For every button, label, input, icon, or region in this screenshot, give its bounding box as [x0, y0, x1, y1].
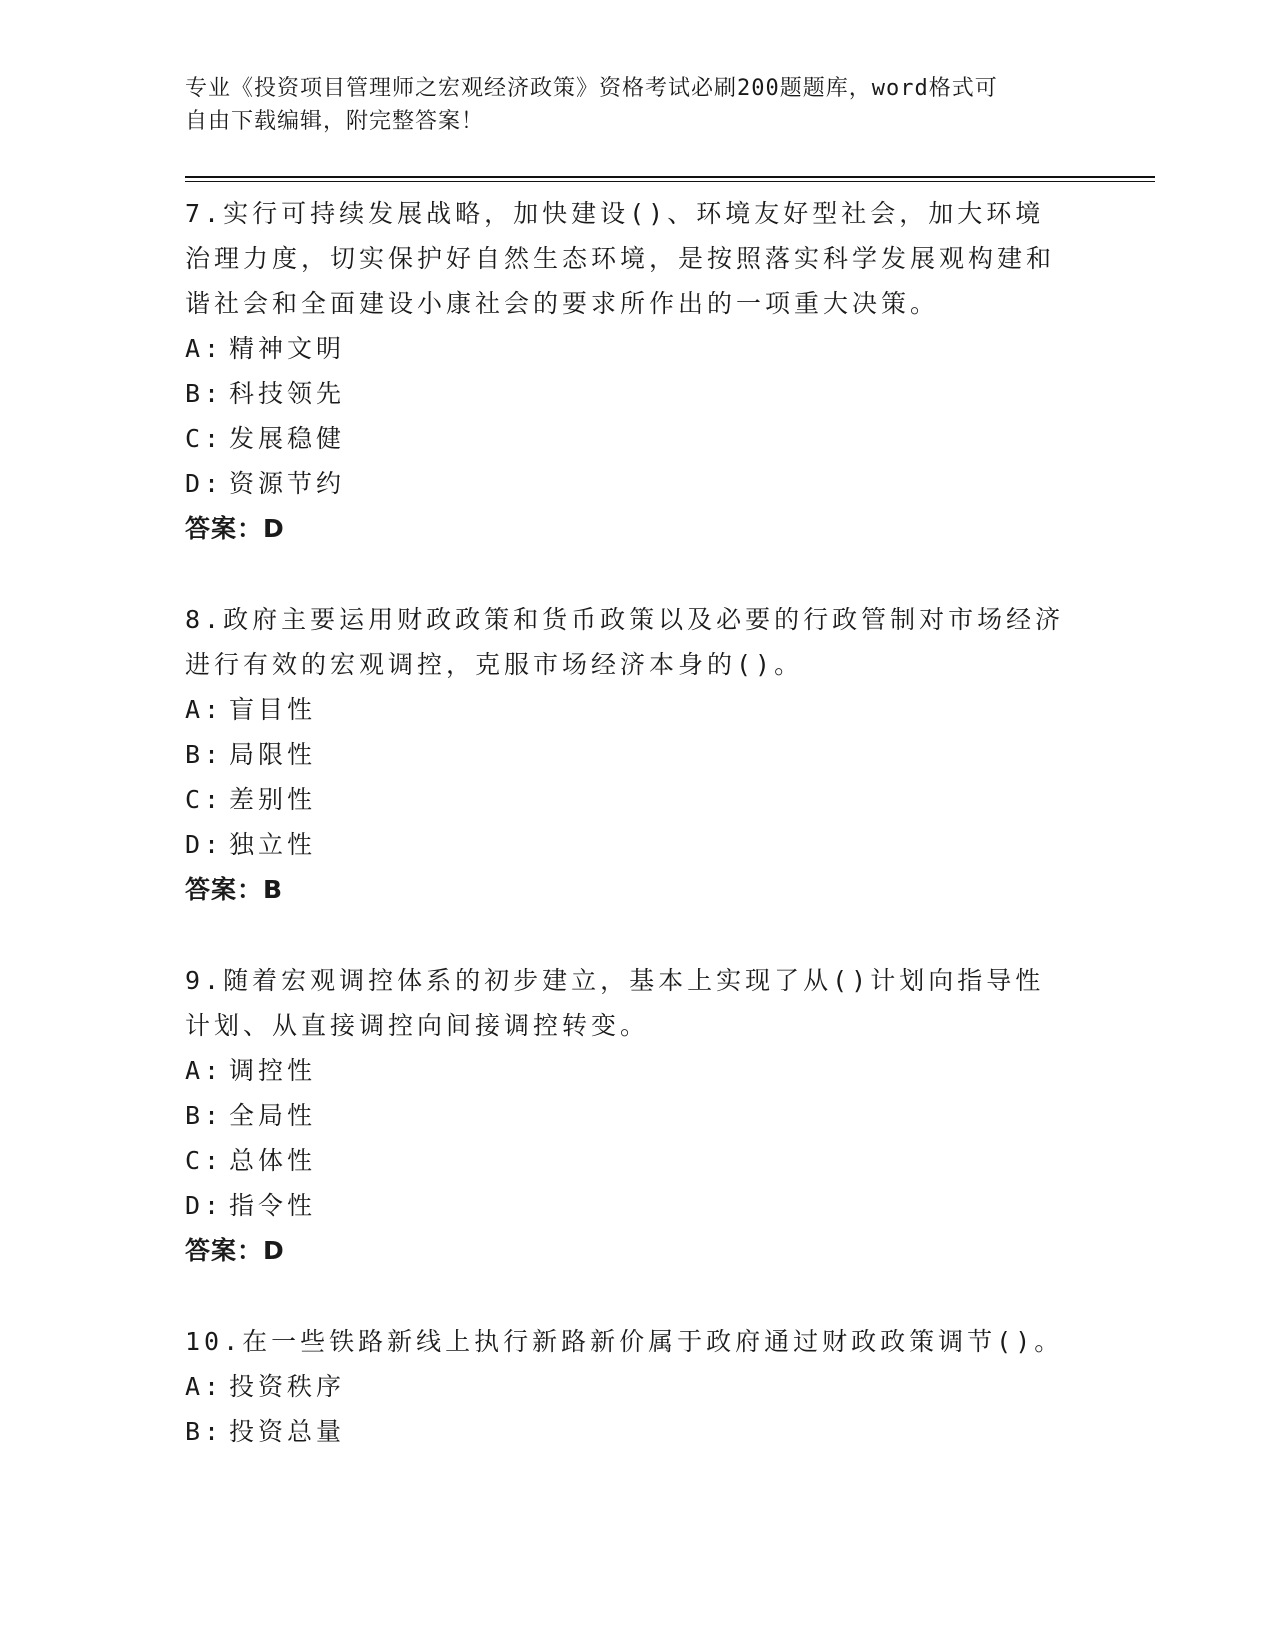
option-key: B:	[185, 740, 224, 769]
document-header	[185, 72, 1065, 138]
question-10	[185, 1319, 1065, 1454]
option-b	[185, 732, 1065, 777]
option-d	[185, 461, 1065, 506]
option-a	[185, 687, 1065, 732]
option-c	[185, 777, 1065, 822]
option-value: 资源节约	[229, 469, 346, 498]
option-value: 科技领先	[229, 379, 346, 408]
question-text: 7.实行可持续发展战略，加快建设()、环境友好型社会，加大环境治理力度，切实保护好自然生态环境，是按照落实科学发展观构建和谐社会和全面建设小康社会的要求所作出的一项重大决策。	[185, 199, 1056, 318]
option-key: A:	[185, 334, 224, 363]
question-list	[185, 191, 1065, 1500]
option-value: 独立性	[229, 830, 317, 859]
option-value: 指令性	[229, 1191, 317, 1220]
option-c	[185, 1138, 1065, 1183]
option-c	[185, 416, 1065, 461]
option-key: D:	[185, 830, 224, 859]
answer-line: 答案：D	[185, 514, 285, 543]
option-value: 发展稳健	[229, 424, 346, 453]
option-key: C:	[185, 424, 224, 453]
answer-line: 答案：D	[185, 1236, 285, 1265]
question-7	[185, 191, 1065, 551]
option-key: C:	[185, 1146, 224, 1175]
question-text: 10.在一些铁路新线上执行新路新价属于政府通过财政政策调节()。	[185, 1327, 1064, 1356]
option-key: D:	[185, 469, 224, 498]
header-line-1: 专业《投资项目管理师之宏观经济政策》资格考试必刷200题题库，word格式可	[185, 76, 998, 101]
option-value: 差别性	[229, 785, 317, 814]
option-b	[185, 1093, 1065, 1138]
option-key: D:	[185, 1191, 224, 1220]
option-key: A:	[185, 1056, 224, 1085]
header-rule-thin	[185, 181, 1155, 182]
option-b	[185, 1409, 1065, 1454]
option-key: B:	[185, 1417, 224, 1446]
option-a	[185, 1048, 1065, 1093]
option-value: 投资秩序	[229, 1372, 346, 1401]
question-text: 8.政府主要运用财政政策和货币政策以及必要的行政管制对市场经济进行有效的宏观调控，克服市场经济本身的()。	[185, 605, 1065, 679]
option-value: 全局性	[229, 1101, 317, 1130]
option-value: 精神文明	[229, 334, 346, 363]
option-value: 盲目性	[229, 695, 317, 724]
option-a	[185, 1364, 1065, 1409]
header-rule-thick	[185, 176, 1155, 178]
option-value: 投资总量	[229, 1417, 346, 1446]
option-key: C:	[185, 785, 224, 814]
option-key: A:	[185, 695, 224, 724]
option-key: B:	[185, 379, 224, 408]
option-value: 总体性	[229, 1146, 317, 1175]
option-d	[185, 822, 1065, 867]
question-8	[185, 597, 1065, 912]
question-9	[185, 958, 1065, 1273]
option-value: 调控性	[229, 1056, 317, 1085]
option-key: A:	[185, 1372, 224, 1401]
answer-line: 答案：B	[185, 875, 284, 904]
option-value: 局限性	[229, 740, 317, 769]
option-b	[185, 371, 1065, 416]
header-line-2: 自由下载编辑，附完整答案！	[185, 109, 485, 134]
option-a	[185, 326, 1065, 371]
option-key: B:	[185, 1101, 224, 1130]
question-text: 9.随着宏观调控体系的初步建立，基本上实现了从()计划向指导性计划、从直接调控向间接调控转变。	[185, 966, 1045, 1040]
option-d	[185, 1183, 1065, 1228]
